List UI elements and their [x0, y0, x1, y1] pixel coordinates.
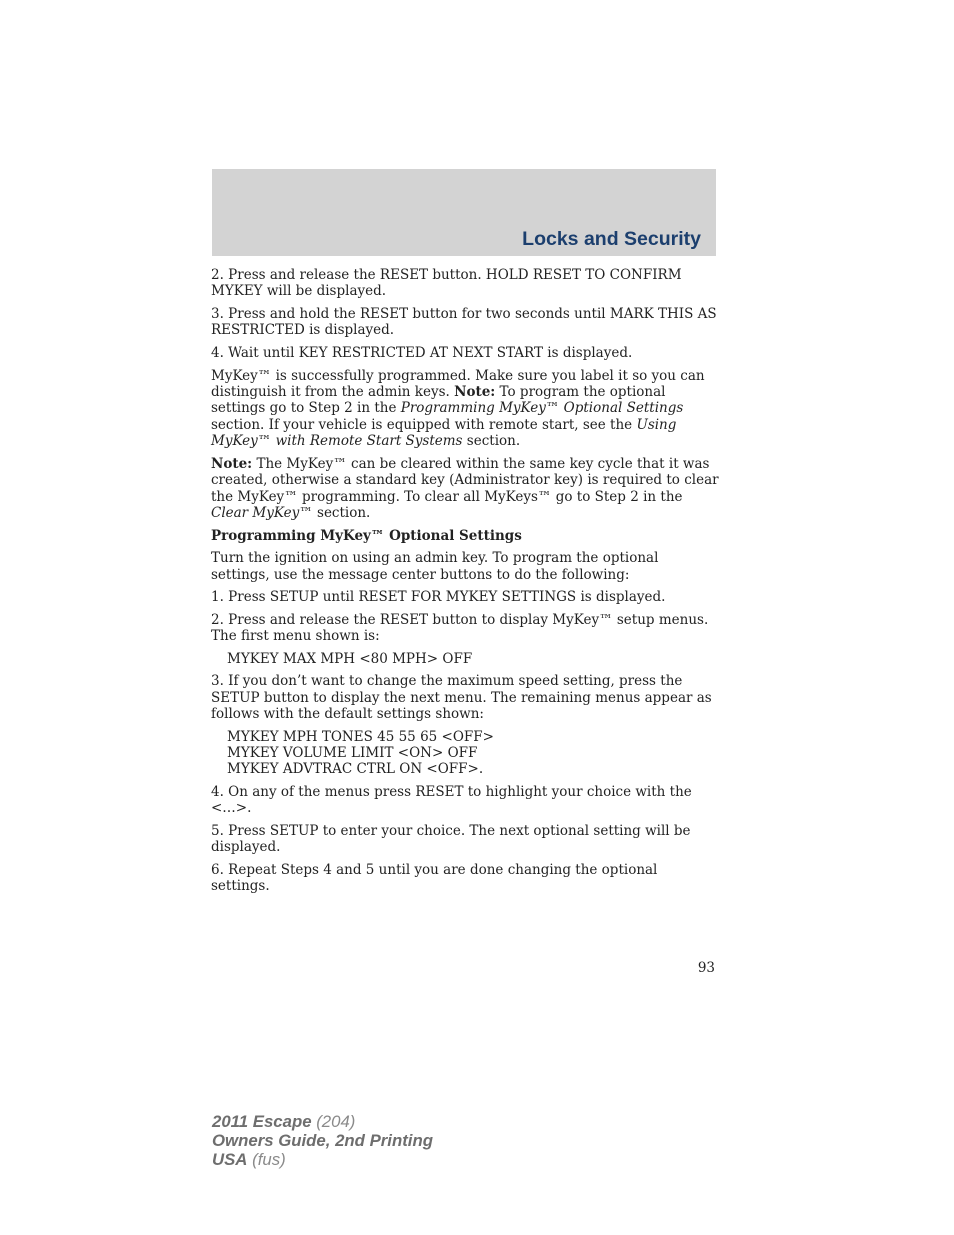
note-paragraph	[211, 456, 719, 522]
note-label: Note:	[211, 455, 253, 472]
note-text: section.	[312, 505, 371, 522]
step-2-paragraph: 2. Press and release the RESET button. HOLD RESET TO CONFIRM MYKEY will be displayed.	[211, 267, 682, 300]
menu-line: MYKEY MPH TONES 45 55 65 <OFF>	[227, 728, 494, 745]
section-reference: Clear MyKey™	[211, 505, 313, 522]
optional-settings-heading: Programming MyKey™ Optional Settings	[211, 527, 522, 544]
optional-step-3: 3. If you don’t want to change the maximum speed setting, press the SETUP button to display the next menu. The remaining menus appear as follows with the default settings shown:	[211, 673, 712, 723]
success-paragraph	[211, 368, 719, 450]
optional-step-6: 6. Repeat Steps 4 and 5 until you are done changing the optional settings.	[211, 861, 658, 895]
first-menu-line: MYKEY MAX MPH <80 MPH> OFF	[227, 650, 473, 667]
footer-imprint	[212, 1112, 433, 1169]
footer-line-region	[212, 1150, 433, 1169]
step-3-paragraph: 3. Press and hold the RESET button for two seconds until MARK THIS AS RESTRICTED is displayed.	[211, 306, 717, 339]
optional-settings-intro: Turn the ignition on using an admin key. To program the optional settings, use the message center buttons to do the following:	[211, 550, 659, 583]
success-text: section.	[462, 433, 521, 450]
optional-step-4: 4. On any of the menus press RESET to highlight your choice with the <…>.	[211, 783, 692, 817]
success-text: To program the optional settings go to Step 2 in the	[211, 384, 666, 417]
optional-step-5: 5. Press SETUP to enter your choice. The next optional setting will be displayed.	[211, 822, 691, 856]
menu-line: MYKEY ADVTRAC CTRL ON <OFF>.	[227, 761, 484, 778]
footer-model-code: (204)	[316, 1112, 356, 1131]
optional-step-2: 2. Press and release the RESET button to display MyKey™ setup menus. The first menu shown is:	[211, 611, 709, 645]
step-4-paragraph: 4. Wait until KEY RESTRICTED AT NEXT START is displayed.	[211, 345, 633, 361]
menu-list	[227, 729, 719, 778]
page-number: 93	[697, 960, 715, 976]
menu-line: MYKEY VOLUME LIMIT <ON> OFF	[227, 745, 478, 762]
note-text: The MyKey™ can be cleared within the same key cycle that it was created, otherwise a standard key (Administrator key) is required to clear the MyKey™ programming. To clear all MyKeys™ go to Step 2 in the	[211, 455, 719, 505]
note-label: Note:	[454, 384, 496, 400]
footer-model: 2011 Escape	[212, 1112, 312, 1131]
footer-guide: Owners Guide, 2nd Printing	[212, 1131, 433, 1150]
section-title: Locks and Security	[522, 228, 701, 250]
footer-region: USA	[212, 1150, 248, 1169]
section-header-band	[212, 169, 716, 256]
success-text: MyKey™ is successfully programmed. Make sure you label it so you can distinguish it from the admin keys.	[211, 367, 705, 400]
footer-line-guide	[212, 1131, 433, 1150]
footer-region-code: (fus)	[252, 1150, 286, 1169]
section-reference: Programming MyKey™ Optional Settings	[400, 400, 684, 417]
page-content	[211, 267, 719, 901]
success-text: section. If your vehicle is equipped with remote start, see the	[211, 416, 637, 433]
section-reference: Using MyKey™ with Remote Start Systems	[211, 416, 677, 450]
optional-step-1: 1. Press SETUP until RESET FOR MYKEY SETTINGS is displayed.	[211, 589, 666, 606]
footer-line-model	[212, 1112, 433, 1131]
